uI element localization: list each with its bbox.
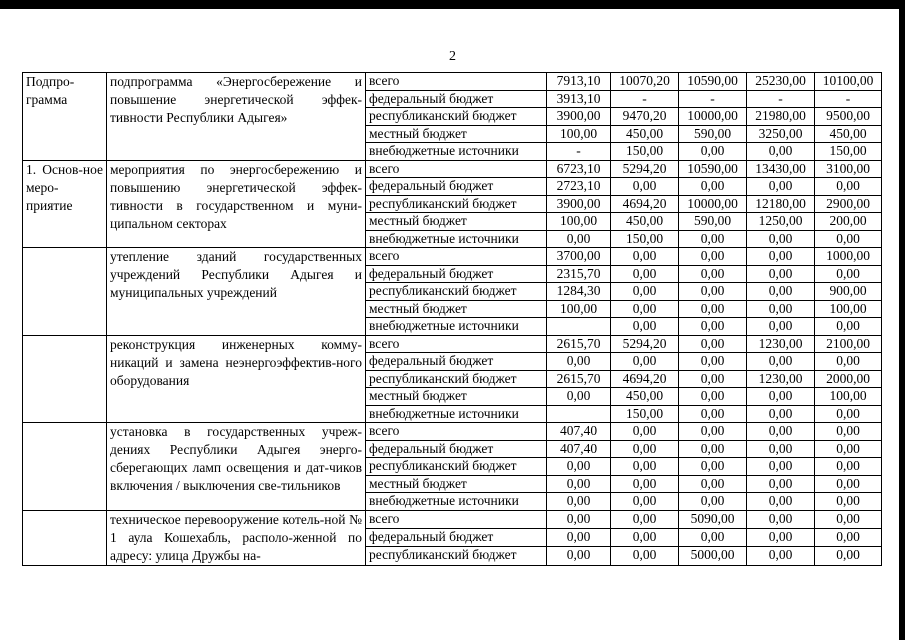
amount-cell: 0,00 xyxy=(747,388,815,406)
scan-border-right xyxy=(899,0,905,640)
amount-cell: 0,00 xyxy=(611,178,679,196)
amount-cell: 0,00 xyxy=(747,405,815,423)
amount-cell: 10590,00 xyxy=(679,73,747,91)
funding-source-cell: федеральный бюджет xyxy=(366,90,547,108)
amount-cell: 150,00 xyxy=(611,143,679,161)
amount-cell: 100,00 xyxy=(547,125,611,143)
funding-source-cell: федеральный бюджет xyxy=(366,178,547,196)
amount-cell: 0,00 xyxy=(611,318,679,336)
program-name-cell: утепление зданий государственных учреждений Республики Адыгея и муниципальных учреждений xyxy=(107,248,366,336)
table-row xyxy=(23,73,882,91)
table-row xyxy=(23,160,882,178)
funding-source-cell: федеральный бюджет xyxy=(366,353,547,371)
funding-source-cell: федеральный бюджет xyxy=(366,265,547,283)
funding-source-cell: федеральный бюджет xyxy=(366,528,547,546)
funding-source-cell: внебюджетные источники xyxy=(366,230,547,248)
amount-cell: 0,00 xyxy=(611,248,679,266)
funding-source-cell: всего xyxy=(366,160,547,178)
amount-cell: 2615,70 xyxy=(547,335,611,353)
program-name-cell: мероприятия по энергосбережению и повышению энергетической эффек-тивности в государственном и муни-ципальном секторах xyxy=(107,160,366,248)
amount-cell: 450,00 xyxy=(611,213,679,231)
amount-cell: 0,00 xyxy=(679,475,747,493)
amount-cell: 0,00 xyxy=(679,300,747,318)
amount-cell: 0,00 xyxy=(611,300,679,318)
funding-source-cell: местный бюджет xyxy=(366,213,547,231)
amount-cell: 0,00 xyxy=(747,178,815,196)
amount-cell: 0,00 xyxy=(815,318,882,336)
amount-cell: 0,00 xyxy=(547,388,611,406)
amount-cell: 0,00 xyxy=(815,405,882,423)
amount-cell: 0,00 xyxy=(679,440,747,458)
amount-cell: 10070,20 xyxy=(611,73,679,91)
funding-source-cell: республиканский бюджет xyxy=(366,108,547,126)
amount-cell: 0,00 xyxy=(611,475,679,493)
amount-cell: 150,00 xyxy=(611,230,679,248)
amount-cell: 0,00 xyxy=(747,423,815,441)
amount-cell: 0,00 xyxy=(547,475,611,493)
amount-cell xyxy=(547,405,611,423)
amount-cell: 450,00 xyxy=(611,388,679,406)
amount-cell: 3700,00 xyxy=(547,248,611,266)
amount-cell: 0,00 xyxy=(679,405,747,423)
amount-cell: 5000,00 xyxy=(679,547,747,565)
amount-cell: 1250,00 xyxy=(747,213,815,231)
amount-cell: 150,00 xyxy=(815,143,882,161)
funding-source-cell: республиканский бюджет xyxy=(366,547,547,565)
amount-cell: 6723,10 xyxy=(547,160,611,178)
amount-cell: 0,00 xyxy=(547,458,611,476)
funding-source-cell: всего xyxy=(366,423,547,441)
amount-cell: 25230,00 xyxy=(747,73,815,91)
amount-cell: 0,00 xyxy=(815,230,882,248)
amount-cell: 2100,00 xyxy=(815,335,882,353)
program-name-cell: реконструкция инженерных комму-никаций и замена неэнергоэффектив-ного оборудования xyxy=(107,335,366,423)
amount-cell: 100,00 xyxy=(547,213,611,231)
program-level-cell xyxy=(23,248,107,336)
amount-cell: 0,00 xyxy=(747,300,815,318)
amount-cell: 1230,00 xyxy=(747,370,815,388)
amount-cell: 1000,00 xyxy=(815,248,882,266)
amount-cell: 0,00 xyxy=(747,143,815,161)
funding-source-cell: федеральный бюджет xyxy=(366,440,547,458)
amount-cell: - xyxy=(547,143,611,161)
amount-cell: 10000,00 xyxy=(679,108,747,126)
funding-source-cell: внебюджетные источники xyxy=(366,405,547,423)
amount-cell: 0,00 xyxy=(815,528,882,546)
amount-cell: 1284,30 xyxy=(547,283,611,301)
amount-cell: 7913,10 xyxy=(547,73,611,91)
amount-cell: 0,00 xyxy=(747,475,815,493)
amount-cell: 0,00 xyxy=(611,353,679,371)
amount-cell: 0,00 xyxy=(547,230,611,248)
program-level-cell xyxy=(23,335,107,423)
amount-cell: 2900,00 xyxy=(815,195,882,213)
amount-cell: 3900,00 xyxy=(547,108,611,126)
amount-cell: 0,00 xyxy=(679,423,747,441)
amount-cell: 12180,00 xyxy=(747,195,815,213)
amount-cell: 5294,20 xyxy=(611,335,679,353)
amount-cell: 0,00 xyxy=(679,458,747,476)
amount-cell: 0,00 xyxy=(747,458,815,476)
amount-cell: 150,00 xyxy=(611,405,679,423)
amount-cell: 0,00 xyxy=(747,318,815,336)
amount-cell: 2000,00 xyxy=(815,370,882,388)
amount-cell: 100,00 xyxy=(815,388,882,406)
amount-cell: 3900,00 xyxy=(547,195,611,213)
amount-cell: 100,00 xyxy=(547,300,611,318)
table-row xyxy=(23,423,882,441)
amount-cell: 0,00 xyxy=(747,283,815,301)
amount-cell: 0,00 xyxy=(679,493,747,511)
program-level-cell xyxy=(23,423,107,511)
funding-source-cell: внебюджетные источники xyxy=(366,143,547,161)
amount-cell: 450,00 xyxy=(815,125,882,143)
funding-source-cell: всего xyxy=(366,510,547,528)
program-level-cell: 1. Основ-ное меро-приятие xyxy=(23,160,107,248)
amount-cell: 100,00 xyxy=(815,300,882,318)
amount-cell: 5090,00 xyxy=(679,510,747,528)
amount-cell: 0,00 xyxy=(747,230,815,248)
funding-source-cell: внебюджетные источники xyxy=(366,493,547,511)
amount-cell: 0,00 xyxy=(679,370,747,388)
amount-cell: 0,00 xyxy=(679,143,747,161)
amount-cell: - xyxy=(815,90,882,108)
amount-cell xyxy=(547,318,611,336)
amount-cell: 0,00 xyxy=(815,178,882,196)
amount-cell: 0,00 xyxy=(747,510,815,528)
table-row xyxy=(23,335,882,353)
amount-cell: 0,00 xyxy=(679,388,747,406)
amount-cell: 0,00 xyxy=(747,547,815,565)
table-row xyxy=(23,248,882,266)
amount-cell: 2615,70 xyxy=(547,370,611,388)
amount-cell: - xyxy=(747,90,815,108)
amount-cell: 0,00 xyxy=(815,265,882,283)
amount-cell: 0,00 xyxy=(815,510,882,528)
amount-cell: 0,00 xyxy=(547,510,611,528)
program-name-cell: техническое перевооружение котель-ной № 1 аула Кошехабль, располо-женной по адресу: улица Дружбы на- xyxy=(107,510,366,565)
amount-cell: 10000,00 xyxy=(679,195,747,213)
amount-cell: 9470,20 xyxy=(611,108,679,126)
table-row xyxy=(23,510,882,528)
funding-source-cell: местный бюджет xyxy=(366,125,547,143)
amount-cell: 9500,00 xyxy=(815,108,882,126)
amount-cell: 0,00 xyxy=(815,440,882,458)
amount-cell: 0,00 xyxy=(747,265,815,283)
funding-source-cell: всего xyxy=(366,73,547,91)
amount-cell: 0,00 xyxy=(747,353,815,371)
amount-cell: 21980,00 xyxy=(747,108,815,126)
amount-cell: 0,00 xyxy=(679,353,747,371)
amount-cell: 0,00 xyxy=(747,440,815,458)
funding-source-cell: местный бюджет xyxy=(366,388,547,406)
amount-cell: 4694,20 xyxy=(611,195,679,213)
amount-cell: 0,00 xyxy=(611,283,679,301)
funding-source-cell: местный бюджет xyxy=(366,475,547,493)
amount-cell: 0,00 xyxy=(815,547,882,565)
amount-cell: 450,00 xyxy=(611,125,679,143)
funding-source-cell: местный бюджет xyxy=(366,300,547,318)
funding-source-cell: республиканский бюджет xyxy=(366,370,547,388)
amount-cell: 407,40 xyxy=(547,423,611,441)
amount-cell: 10590,00 xyxy=(679,160,747,178)
amount-cell: 0,00 xyxy=(679,283,747,301)
amount-cell: 0,00 xyxy=(679,265,747,283)
amount-cell: 0,00 xyxy=(679,178,747,196)
amount-cell: 0,00 xyxy=(747,248,815,266)
amount-cell: 0,00 xyxy=(679,528,747,546)
amount-cell: 3913,10 xyxy=(547,90,611,108)
amount-cell: 0,00 xyxy=(815,475,882,493)
funding-source-cell: всего xyxy=(366,248,547,266)
funding-source-cell: республиканский бюджет xyxy=(366,195,547,213)
amount-cell: 900,00 xyxy=(815,283,882,301)
amount-cell: 0,00 xyxy=(547,528,611,546)
funding-source-cell: всего xyxy=(366,335,547,353)
amount-cell: 0,00 xyxy=(611,493,679,511)
amount-cell: 0,00 xyxy=(611,423,679,441)
amount-cell: 590,00 xyxy=(679,125,747,143)
amount-cell: 0,00 xyxy=(679,318,747,336)
amount-cell: 0,00 xyxy=(815,423,882,441)
amount-cell: 0,00 xyxy=(547,353,611,371)
amount-cell: 0,00 xyxy=(611,547,679,565)
amount-cell: 5294,20 xyxy=(611,160,679,178)
amount-cell: 13430,00 xyxy=(747,160,815,178)
amount-cell: 10100,00 xyxy=(815,73,882,91)
amount-cell: 0,00 xyxy=(815,493,882,511)
amount-cell: 0,00 xyxy=(611,265,679,283)
amount-cell: 3250,00 xyxy=(747,125,815,143)
amount-cell: 2315,70 xyxy=(547,265,611,283)
amount-cell: 0,00 xyxy=(611,440,679,458)
amount-cell: 0,00 xyxy=(611,510,679,528)
funding-source-cell: республиканский бюджет xyxy=(366,283,547,301)
amount-cell: 3100,00 xyxy=(815,160,882,178)
amount-cell: 0,00 xyxy=(679,248,747,266)
amount-cell: - xyxy=(611,90,679,108)
amount-cell: 0,00 xyxy=(679,230,747,248)
budget-body xyxy=(23,73,882,566)
program-level-cell xyxy=(23,510,107,565)
amount-cell: 0,00 xyxy=(611,458,679,476)
amount-cell: 0,00 xyxy=(679,335,747,353)
amount-cell: 2723,10 xyxy=(547,178,611,196)
page-number: 2 xyxy=(449,49,456,64)
amount-cell: 407,40 xyxy=(547,440,611,458)
amount-cell: 200,00 xyxy=(815,213,882,231)
funding-source-cell: республиканский бюджет xyxy=(366,458,547,476)
funding-source-cell: внебюджетные источники xyxy=(366,318,547,336)
amount-cell: 0,00 xyxy=(815,458,882,476)
amount-cell: 0,00 xyxy=(747,528,815,546)
amount-cell: 4694,20 xyxy=(611,370,679,388)
amount-cell: 0,00 xyxy=(815,353,882,371)
amount-cell: - xyxy=(679,90,747,108)
amount-cell: 0,00 xyxy=(547,493,611,511)
amount-cell: 590,00 xyxy=(679,213,747,231)
amount-cell: 0,00 xyxy=(611,528,679,546)
program-name-cell: установка в государственных учреж-дениях Республики Адыгея энерго-сберегающих ламп освещения и дат-чиков включения / выключения све-тильников xyxy=(107,423,366,511)
program-name-cell: подпрограмма «Энергосбережение и повышение энергетической эффек-тивности Республики Адыгея» xyxy=(107,73,366,161)
amount-cell: 0,00 xyxy=(747,493,815,511)
amount-cell: 1230,00 xyxy=(747,335,815,353)
amount-cell: 0,00 xyxy=(547,547,611,565)
program-level-cell: Подпро-грамма xyxy=(23,73,107,161)
scan-border-top xyxy=(0,0,905,9)
budget-table xyxy=(22,72,882,566)
